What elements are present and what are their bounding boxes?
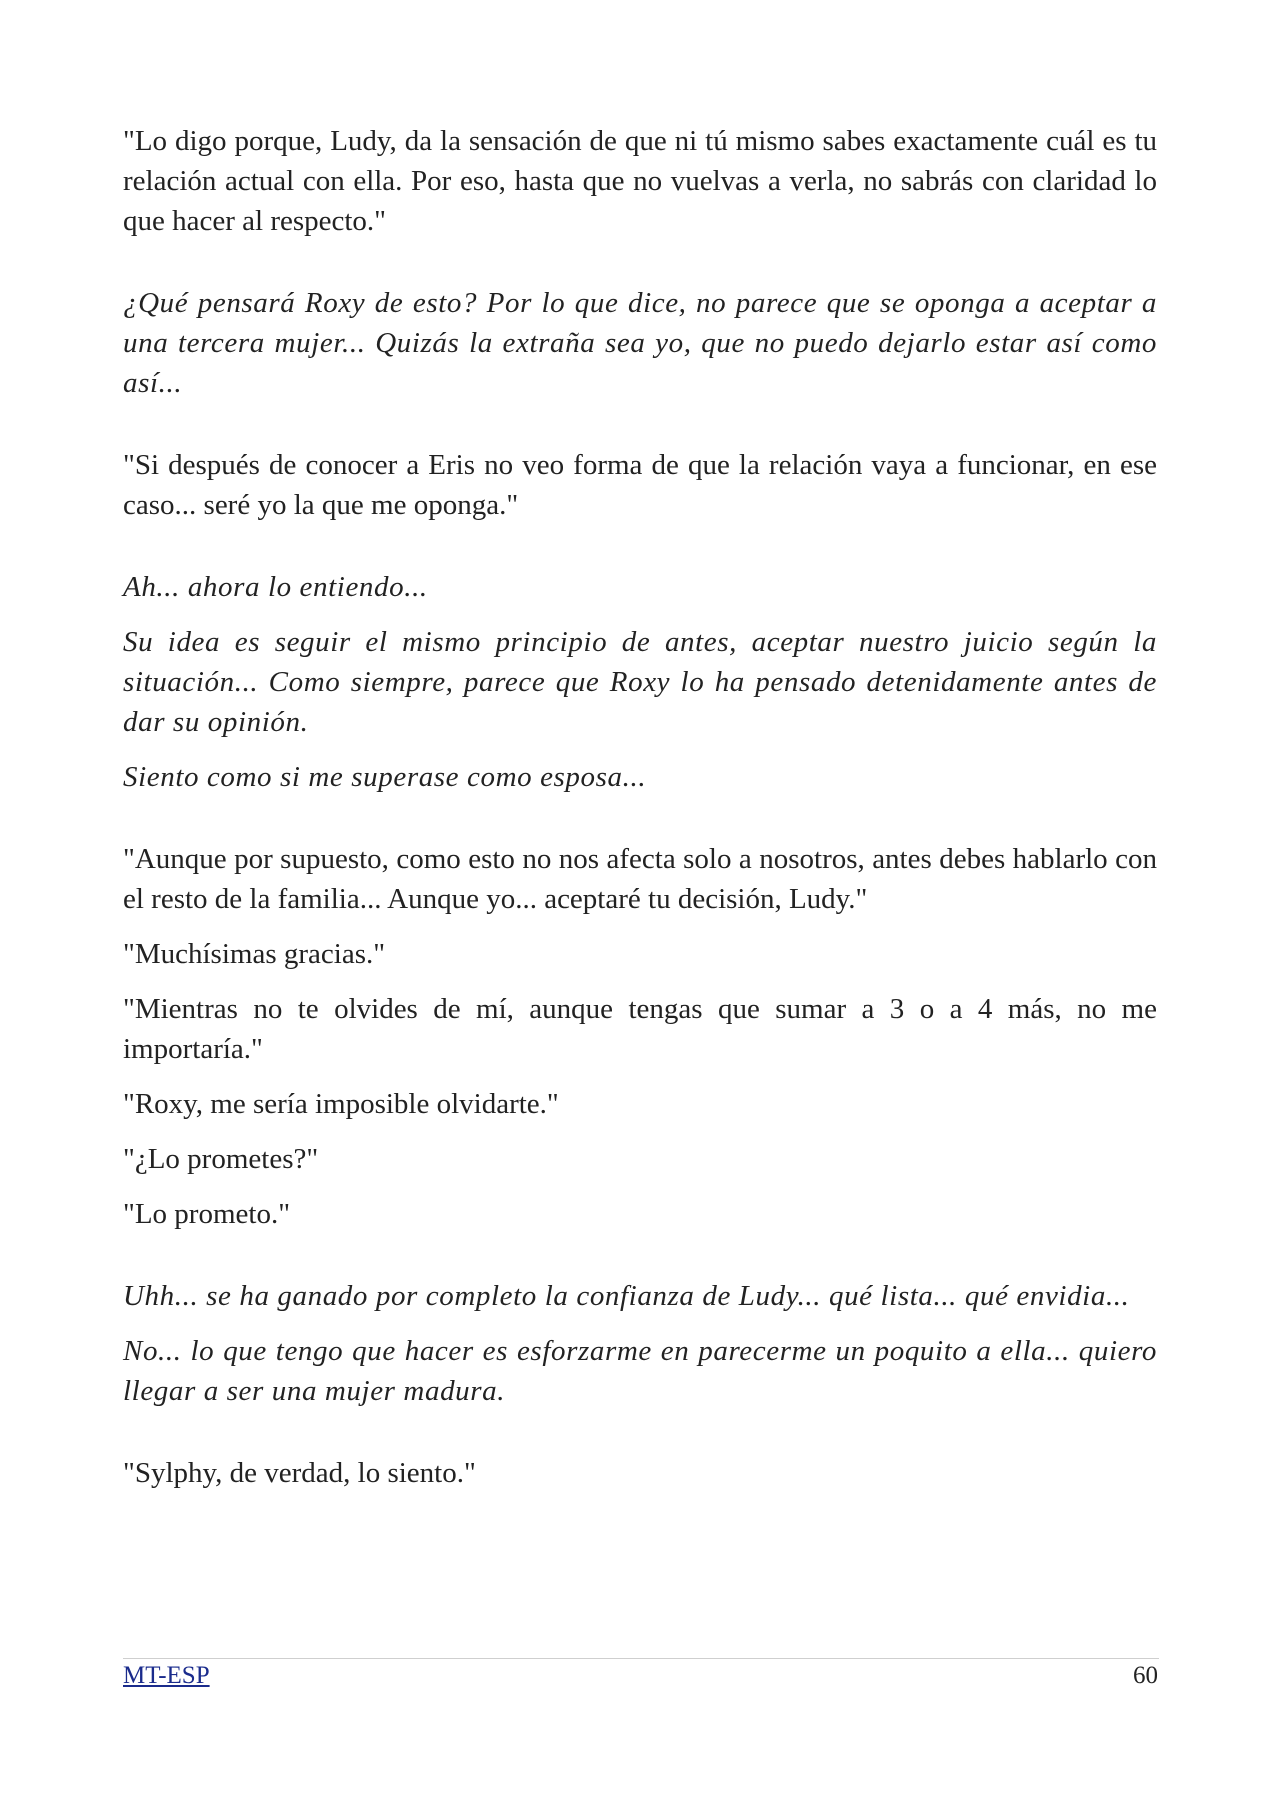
thought-paragraph: Ah... ahora lo entiendo... — [123, 571, 428, 603]
dialogue-paragraph: "Muchísimas gracias." — [123, 938, 386, 970]
dialogue-paragraph: "Mientras no te olvides de mí, aunque tengas que sumar a 3 o a 4 más, no me importaría." — [123, 993, 1157, 1065]
thought-paragraph: ¿Qué pensará Roxy de esto? Por lo que dice, no parece que se oponga a aceptar a una tercera mujer... Quizás la extraña sea yo, que no puedo dejarlo estar así como así... — [123, 287, 1157, 399]
thought-paragraph: Su idea es seguir el mismo principio de antes, aceptar nuestro juicio según la situación... Como siempre, parece que Roxy lo ha pensado detenidamente antes de dar su opinión. — [123, 626, 1157, 738]
thought-paragraph: No... lo que tengo que hacer es esforzarme en parecerme un poquito a ella... quiero llegar a ser una mujer madura. — [123, 1335, 1157, 1407]
footer-site-link[interactable]: MT-ESP — [123, 1662, 210, 1689]
dialogue-paragraph: "Aunque por supuesto, como esto no nos afecta solo a nosotros, antes debes hablarlo con el resto de la familia... Aunque yo... aceptaré tu decisión, Ludy." — [123, 843, 1157, 915]
thought-paragraph: Uhh... se ha ganado por completo la confianza de Ludy... qué lista... qué envidia... — [123, 1280, 1130, 1312]
footer-divider — [123, 1658, 1159, 1659]
dialogue-paragraph: "¿Lo prometes?" — [123, 1143, 319, 1175]
dialogue-paragraph: "Sylphy, de verdad, lo siento." — [123, 1457, 476, 1489]
dialogue-paragraph: "Lo digo porque, Ludy, da la sensación de que ni tú mismo sabes exactamente cuál es tu relación actual con ella. Por eso, hasta que no vuelvas a verla, no sabrás con claridad lo que hacer al respecto." — [123, 125, 1157, 237]
page-body — [123, 121, 1157, 1493]
dialogue-paragraph: "Roxy, me sería imposible olvidarte." — [123, 1088, 559, 1120]
page-number: 60 — [1133, 1662, 1158, 1689]
thought-paragraph: Siento como si me superase como esposa... — [123, 761, 647, 793]
dialogue-paragraph: "Si después de conocer a Eris no veo forma de que la relación vaya a funcionar, en ese caso... seré yo la que me oponga." — [123, 449, 1157, 521]
dialogue-paragraph: "Lo prometo." — [123, 1198, 291, 1230]
